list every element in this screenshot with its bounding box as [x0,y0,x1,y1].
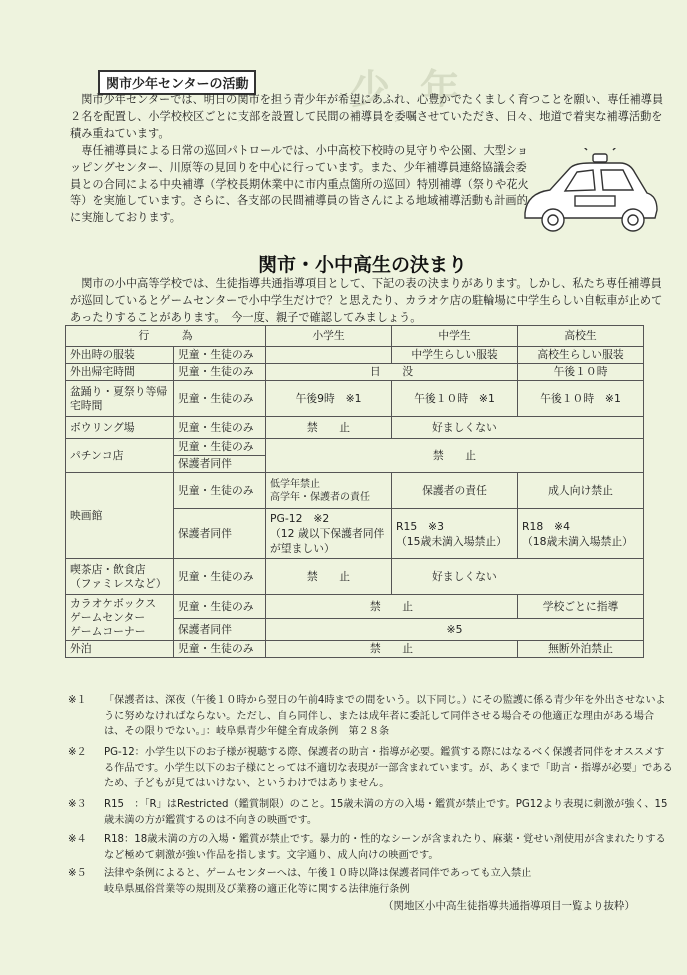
table-cell: 低学年禁止 高学年・保護者の責任 [266,473,392,509]
row-scope: 児童・生徒のみ [174,417,266,439]
table-cell: 午後１０時 ※1 [518,381,644,417]
row-scope: 保護者同伴 [174,456,266,473]
table-cell: 高校生らしい服装 [518,347,644,364]
row-label: カラオケボックス ゲームセンター ゲームコーナー [66,595,174,641]
row-scope: 児童・生徒のみ [174,347,266,364]
section-title: 関市少年センターの活動 [98,70,256,95]
row-scope: 児童・生徒のみ [174,641,266,658]
row-scope: 保護者同伴 [174,509,266,559]
table-cell: 禁 止 [266,641,518,658]
header-activity: 行 為 [66,326,266,347]
table-row [66,641,644,658]
row-scope: 児童・生徒のみ [174,381,266,417]
row-scope: 児童・生徒のみ [174,439,266,456]
note-marker: ※１ [68,695,87,706]
patrol-car-illustration [515,148,665,238]
table-cell: 成人向け禁止 [518,473,644,509]
note-1 [68,693,678,743]
table-cell: ※5 [266,619,644,641]
row-scope: 児童・生徒のみ [174,595,266,619]
note-marker: ※２ [68,747,87,758]
table-row [66,364,644,381]
note-text: R15 ：「R」はRestricted（鑑賞制限）のこと。15歳未満の方の入場・鑑賞が禁止です。PG12より表現に刺激が強く、15歳未満の方が鑑賞するのは不向きの映画です。 [104,799,668,826]
note-3 [68,797,678,831]
note-marker: ※３ [68,799,87,810]
row-scope: 児童・生徒のみ [174,559,266,595]
header-junior-high: 中学生 [392,326,518,347]
table-row [66,595,644,619]
note-4 [68,832,678,866]
table-cell: 禁 止 [266,439,644,473]
table-row [66,381,644,417]
table-cell: 午後１０時 ※1 [392,381,518,417]
note-text: 法律や条例によると、ゲームセンターへは、午後１０時以降は保護者同伴であっても立入禁止 岐阜県風俗営業等の規則及び業務の適正化等に関する法律施行条例 [104,868,532,895]
note-text: PG-12：小学生以下のお子様が視聴する際、保護者の助言・指導が必要。鑑賞する際にはなるべく保護者同伴をオススメする作品です。小学生以下のお子様にとっては不適切な表現が一部含まれています。が、あくまで「助言・指導が必要」であるため、子どもが見てはいけない、というわけではありません。 [104,747,673,789]
source-citation: （関地区小中高生徒指導共通指導項目一覧より抜粋） [383,900,635,912]
table-cell: 禁 止 [266,417,392,439]
background-watermark: 少 年 [350,67,468,113]
table-cell: 午後9時 ※1 [266,381,392,417]
table-cell: 無断外泊禁止 [518,641,644,658]
row-scope: 児童・生徒のみ [174,364,266,381]
table-cell: PG-12 ※2 （12 歳以下保護者同伴が望ましい） [266,509,392,559]
table-row [66,473,644,509]
table-cell: R18 ※4 （18歳未満入場禁止） [518,509,644,559]
row-label: 外出帰宅時間 [66,364,174,381]
row-label: 喫茶店・飲食店 （ファミレスなど） [66,559,174,595]
row-label: 外出時の服装 [66,347,174,364]
cell-empty [266,347,392,364]
table-cell: 禁 止 [266,595,518,619]
table-cell: 保護者の責任 [392,473,518,509]
table-cell: 日 没 [266,364,518,381]
table-cell: 中学生らしい服装 [392,347,518,364]
table-cell: 午後１０時 [518,364,644,381]
rules-table [65,325,644,658]
row-label: 外泊 [66,641,174,658]
note-marker: ※４ [68,834,87,845]
header-high-school: 高校生 [518,326,644,347]
header-elementary: 小学生 [266,326,392,347]
table-cell: 学校ごとに指導 [518,595,644,619]
table-row [66,559,644,595]
table-cell: 好ましくない [392,559,644,595]
table-header-row [66,326,644,347]
table-cell: R15 ※3 （15歳未満入場禁止） [392,509,518,559]
row-scope: 児童・生徒のみ [174,473,266,509]
row-label: 盆踊り・夏祭り等帰宅時間 [66,381,174,417]
note-text: 「保護者は、深夜（午後１０時から翌日の午前4時までの間をいう。以下同じ。）にその監護に係る青少年を外出させないように努めなければならない。ただし、自ら同伴し、または成年者に委託して同伴させる場合その他適正な理由がある場合は、その限りでない。」：岐阜県青少年健全育成条例 第２８条 [104,695,666,737]
table-cell: 好ましくない [392,417,644,439]
patrol-paragraph: 専任補導員による日常の巡回パトロールでは、小中高校下校時の見守りや公園、大型ショッピングセンター、川原等の見回りを中心に行っています。また、少年補導員連絡協議会委員との合同による中央補導（学校長期休業中に市内重点箇所の巡回）特別補導（祭りや花火等）を実施しています。さらに、各支部の民間補導員の皆さんによる地域補導活動も計画的に実施しております。 [70,144,529,225]
row-scope: 保護者同伴 [174,619,266,641]
table-row [66,439,644,456]
note-2 [68,745,678,795]
note-marker: ※５ [68,868,87,879]
row-label: 映画館 [66,473,174,559]
intro-paragraph: 関市少年センターでは、明日の関市を担う青少年が希望にあふれ、心豊かでたくましく育つことを願い、専任補導員２名を配置し、小学校校区ごとに支部を設置して民間の補導員を委嘱させていただき、日々、地道で着実な補導活動を積み重ねています。 [70,93,664,140]
note-5 [68,866,678,900]
row-label: パチンコ店 [66,439,174,473]
note-text: R18：18歳未満の方の入場・鑑賞が禁止です。暴力的・性的なシーンが含まれたり、麻薬・覚せい剤使用が含まれたりするなど極めて刺激が強い作品を指します。文字通り、成人向けの映画です。 [104,834,666,861]
table-row [66,347,644,364]
table-cell: 禁 止 [266,559,392,595]
table-row [66,417,644,439]
rules-title: 関市・小中高生の決まり [258,254,468,276]
row-label: ボウリング場 [66,417,174,439]
rules-intro-paragraph: 関市の小中高等学校では、生徒指導共通指導項目として、下記の表の決まりがあります。しかし、私たち専任補導員が巡回しているとゲームセンターで小中学生だけで？と思えたり、カラオケ店の駐輪場に中学生らしい自転車が止めてあったりすることがあります。 今一度、親子で確認してみましょう。 [70,277,663,324]
